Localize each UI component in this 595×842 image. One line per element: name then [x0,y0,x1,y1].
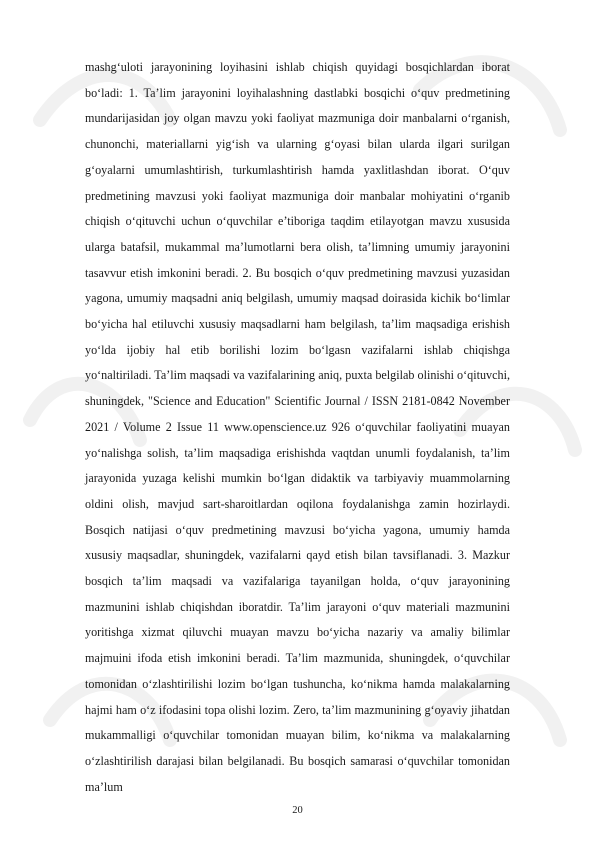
body-paragraph: mashg‘uloti jarayonining loyihasini ishlab chiqish quyidagi bosqichlardan iborat bo‘ladi: 1. Ta’lim jarayonini loyihalashning dastlabki bosqichi o‘quv predmetining mundarijasidan joy olgan mavzu yoki faoliyat mazmuniga doir manbalarni o‘rganish, chunonchi, materiallarni yig‘ish va ularning g‘oyasi bilan ularda ilgari surilgan g‘oyalarni umumlashtirish, turkumlashtirish hamda yaxlitlashdan iborat. O‘quv predmetining mavzusi yoki faoliyat mazmuniga doir manbalar mohiyatini o‘rganib chiqish o‘qituvchi uchun o‘quvchilar e’tiboriga taqdim etilayotgan mavzu xususida ularga batafsil, mukammal ma’lumotlarni bera olish, ta’limning umumiy jarayonini tasavvur etish imkonini beradi. 2. Bu bosqich o‘quv predmetining mavzusi yuzasidan yagona, umumiy maqsadni aniq belgilash, umumiy maqsad doirasida kichik bo‘limlar bo‘yicha hal etiluvchi xususiy maqsadlarni ham belgilash, ta’lim maqsadiga erishish yo‘lda ijobiy hal etib borilishi lozim bo‘lgasn vazifalarni ishlab chiqishga yo‘naltiriladi. Ta’lim maqsadi va vazifalarining aniq, puxta belgilab olinishi o‘qituvchi, shuningdek, "Science and Education" Scientific Journal / ISSN 2181-0842 November 2021 / Volume 2 Issue 11 www.openscience.uz 926 o‘quvchilar faoliyatini muayan yo‘nalishga solish, ta’lim maqsadiga erishishda vaqtdan unumli foydalanish, ta’lim jarayonida yuzaga kelishi mumkin bo‘lgan didaktik va tarbiyaviy muammolarning oldini olish, mavjud sart-sharoitlardan oqilona foydalanishga zamin hozirlaydi. Bosqich natijasi o‘quv predmetining mavzusi bo‘yicha yagona, umumiy hamda xususiy maqsadlar, shuningdek, vazifalarni qayd etish bilan tavsiflanadi. 3. Mazkur bosqich ta’lim maqsadi va vazifalariga tayanilgan holda, o‘quv jarayonining mazmunini ishlab chiqishdan iboratdir. Ta’lim jarayoni o‘quv materiali mazmunini yoritishga xizmat qiluvchi muayan mavzu bo‘yicha nazariy va amaliy bilimlar majmuini ifoda etish imkonini beradi. Ta’lim mazmunida, shuningdek, o‘quvchilar tomonidan o‘zlashtirilishi lozim bo‘lgan tushuncha, ko‘nikma hamda malakalarning hajmi ham o‘z ifodasini topa olishi lozim. Zero, ta’lim mazmunining g‘oyaviy jihatdan mukammalligi o‘quvchilar tomonidan muayan bilim, ko‘nikma va malakalarning o‘zlashtirilish darajasi bilan belgilanadi. Bu bosqich samarasi o‘quvchilar tomonidan ma’lum [85,60,510,794]
page-number: 20 [292,805,303,816]
